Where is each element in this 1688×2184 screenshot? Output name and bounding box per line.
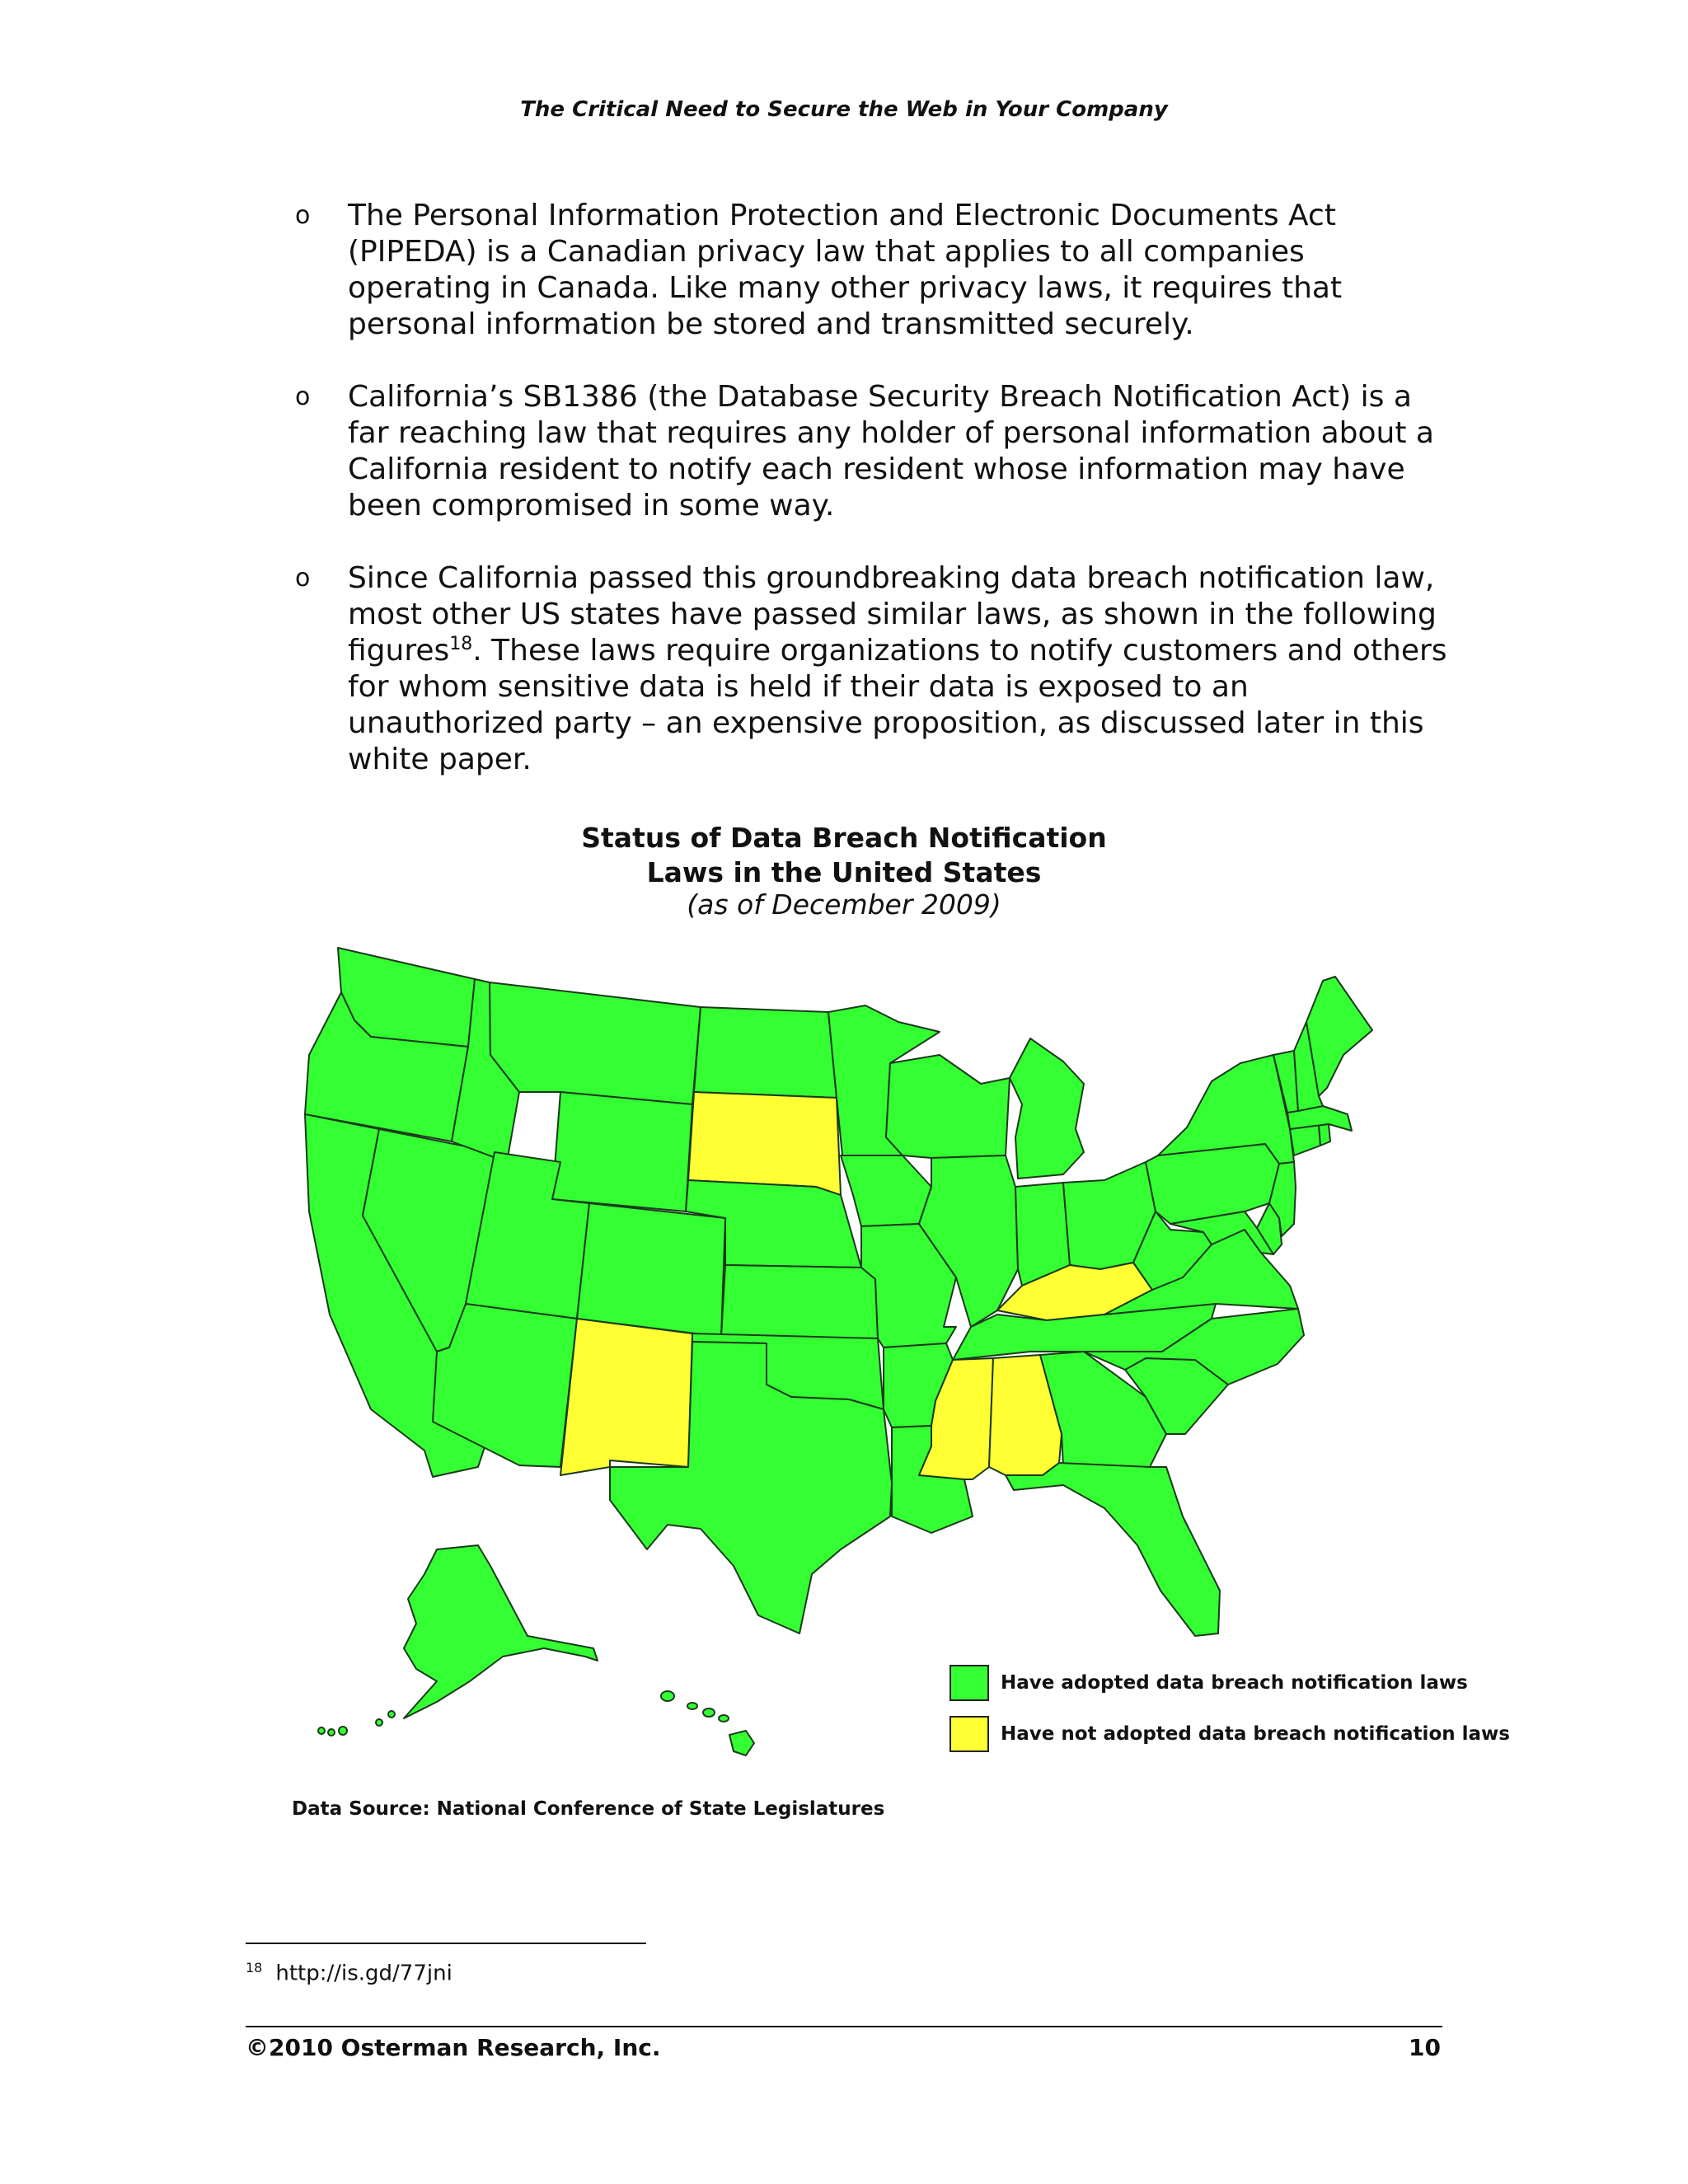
- legend-swatch-adopted: [950, 1665, 989, 1701]
- bullet-marker: o: [295, 382, 311, 411]
- footnote: [246, 1960, 452, 1986]
- us-map: [272, 940, 1409, 1764]
- alaska-islands: [318, 1711, 395, 1736]
- bullet-text: [348, 561, 1447, 776]
- figure-title-line2: Laws in the United States: [646, 856, 1042, 888]
- state-south-dakota: [688, 1092, 841, 1195]
- state-maine: [1306, 977, 1372, 1096]
- legend-label: Have not adopted data breach notification laws: [1001, 1723, 1510, 1745]
- data-source: Data Source: National Conference of State Legislatures: [292, 1798, 885, 1820]
- state-wyoming: [552, 1092, 692, 1212]
- state-new-mexico: [560, 1319, 692, 1475]
- running-header: The Critical Need to Secure the Web in Your Company: [520, 97, 1168, 122]
- bullet-item-state-laws: [295, 560, 1449, 778]
- footnote-number: 18: [246, 1960, 263, 1975]
- state-connecticut: [1290, 1125, 1320, 1155]
- legend-label: Have adopted data breach notification laws: [1001, 1672, 1468, 1694]
- state-pennsylvania: [1146, 1144, 1279, 1224]
- state-rhode-island: [1319, 1124, 1330, 1146]
- bullet-marker: o: [295, 201, 311, 230]
- state-wisconsin: [886, 1055, 1010, 1158]
- bullet-list: [295, 198, 1449, 814]
- state-alaska: [404, 1545, 598, 1718]
- footer-divider: [246, 2026, 1442, 2027]
- state-north-dakota: [694, 1007, 837, 1098]
- state-new-york: [1158, 1055, 1294, 1164]
- figure-title-line1: Status of Data Breach Notification: [581, 822, 1107, 854]
- footnote-divider: [246, 1943, 646, 1944]
- footnote-link[interactable]: http://is.gd/77jni: [275, 1961, 452, 1986]
- bullet-item-sb1386: [295, 379, 1449, 524]
- state-michigan: [1010, 1038, 1084, 1179]
- state-florida: [1006, 1463, 1220, 1636]
- state-montana: [490, 982, 701, 1104]
- bullet-marker: o: [295, 564, 311, 593]
- state-colorado: [577, 1203, 725, 1337]
- state-kansas: [721, 1265, 878, 1338]
- bullet-text-after: . These laws require organizations to notify customers and others for whom sensitive data is held if their data is exposed to an unauthorized party – an expensive proposition, as discussed later in this white paper.: [348, 634, 1447, 776]
- bullet-item-pipeda: [295, 198, 1449, 343]
- footnote-ref-link[interactable]: 18: [449, 634, 473, 654]
- figure-subtitle: (as of December 2009): [687, 888, 1001, 921]
- bullet-text-before: Since California passed this groundbreaking data breach notification law, most other US states have passed similar laws, as shown in the following figures: [348, 561, 1437, 668]
- bullet-text: The Personal Information Protection and Electronic Documents Act (PIPEDA) is a Canadian privacy law that applies to all companies operating in Canada. Like many other privacy laws, it requires that personal information be stored and transmitted securely.: [348, 199, 1343, 341]
- legend-item-adopted: [950, 1665, 1510, 1701]
- legend-swatch-not-adopted: [950, 1716, 989, 1752]
- footer-copyright: ©2010 Osterman Research, Inc.: [246, 2034, 661, 2061]
- state-iowa: [841, 1155, 931, 1226]
- map-legend: [950, 1665, 1510, 1767]
- legend-item-not-adopted: [950, 1716, 1510, 1752]
- page-number: 10: [1409, 2034, 1441, 2061]
- figure-title: [0, 821, 1688, 890]
- state-hawaii: [661, 1691, 754, 1755]
- bullet-text: California’s SB1386 (the Database Security Breach Notification Act) is a far reaching law that requires any holder of personal information about a California resident to notify each resident whose information may have been compromised in some way.: [348, 380, 1434, 523]
